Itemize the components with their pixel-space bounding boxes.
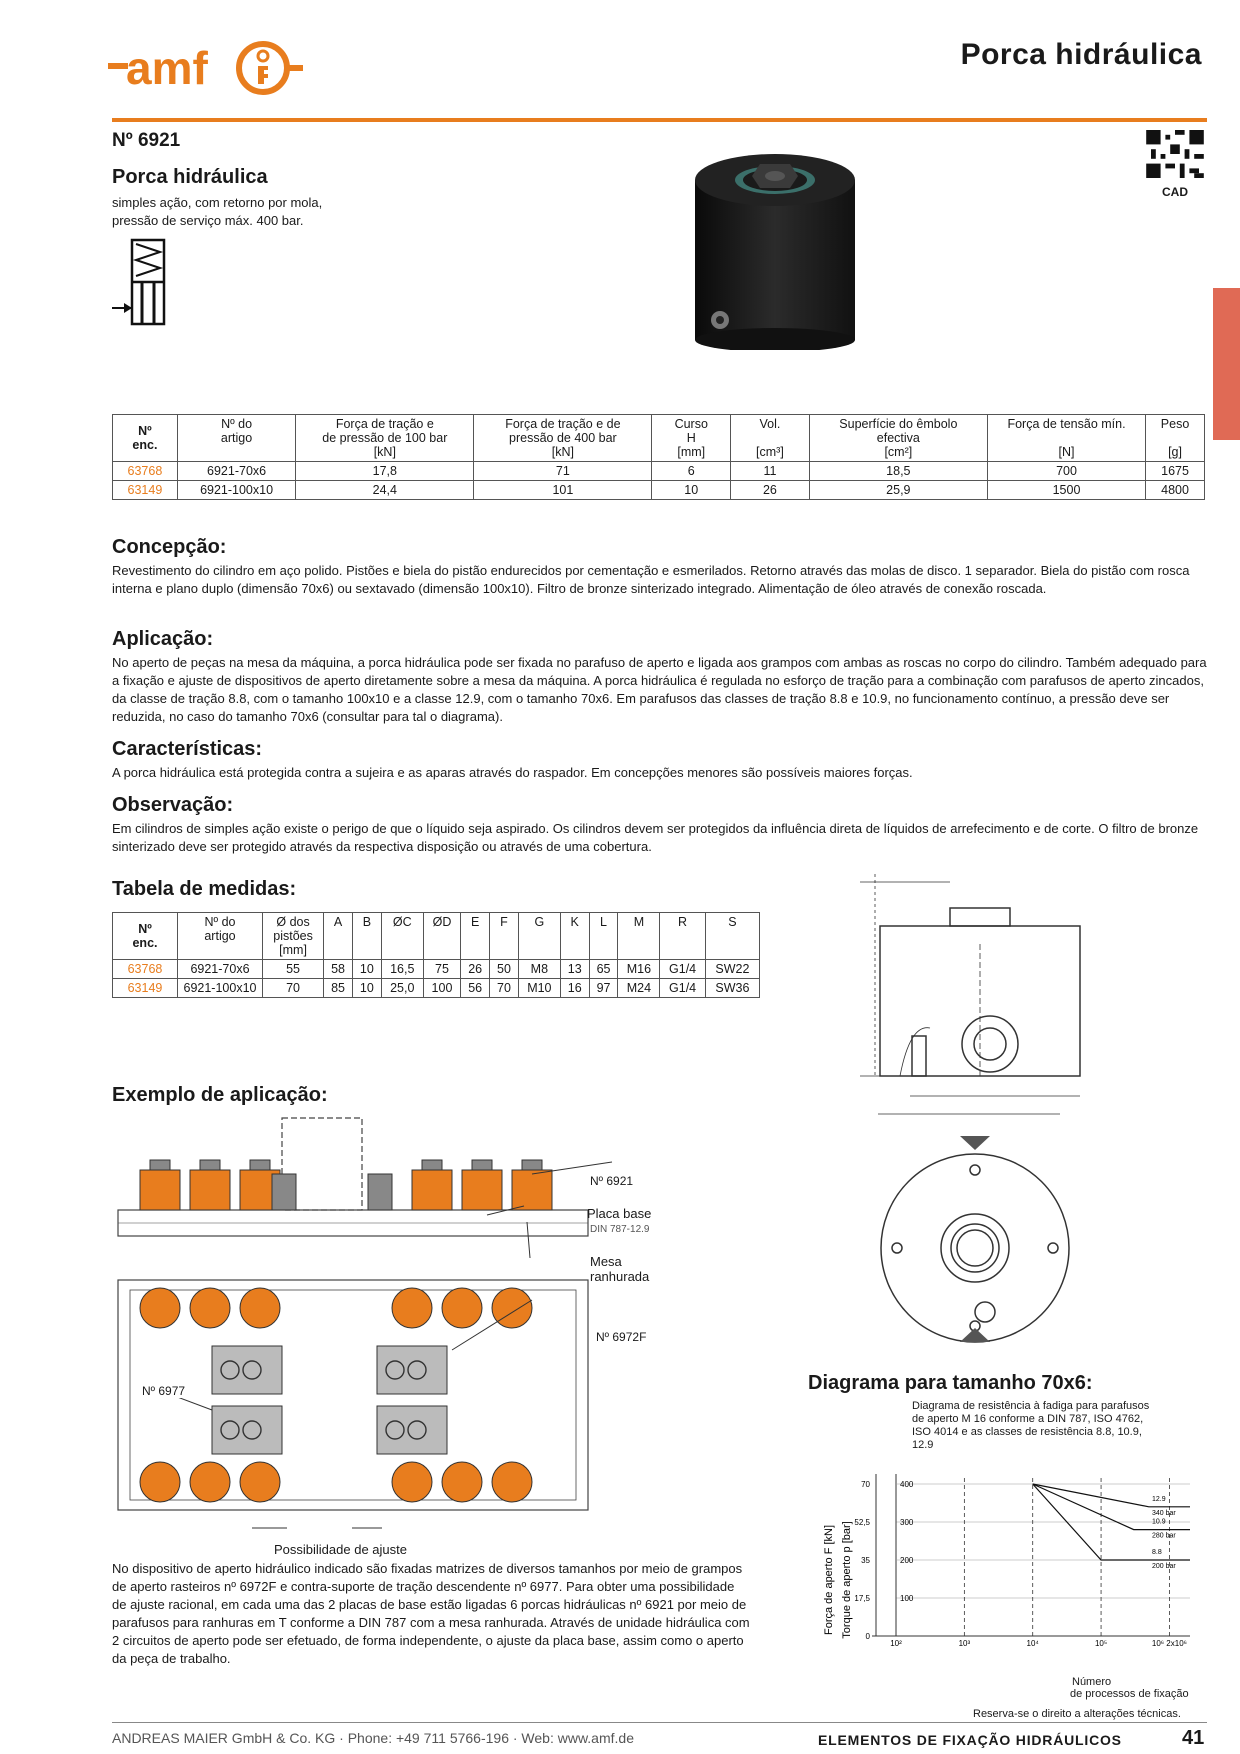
x-axis-sublabel: de processos de fixação <box>1070 1688 1189 1700</box>
dim-table-header: Nº enc. Nº do artigo Ø dos pistões [mm] A B ØC ØD E F G K L M R S <box>113 913 760 960</box>
curve-class-label: 8.8 <box>1152 1549 1162 1556</box>
y1-tick-label: 17,5 <box>854 1594 870 1603</box>
product-description: simples ação, com retorno por mola, pressão de serviço máx. 400 bar. <box>112 195 323 228</box>
footer-section: ELEMENTOS DE FIXAÇÃO HIDRÁULICOS <box>818 1732 1122 1748</box>
dimension-table <box>112 912 760 998</box>
disclaimer: Reserva-se o direito a alterações técnicas. <box>973 1708 1181 1720</box>
diagram-note: Diagrama de resistência à fadiga para parafusos de aperto M 16 conforme a DIN 787, ISO 4762, ISO 4014 e as classes de resistência 8.8, 10.9, 12.9 <box>912 1400 1150 1451</box>
main-table-header: Nº enc. Nº do artigo Força de tração e de pressão de 100 bar [kN] Força de tração e de pressão de 400 bar [kN] Curso H [mm] Vol. [cm³] Superfície do êmbolo efectiva [cm²] Força de tensão mín. [N] Peso [g] <box>113 415 1205 462</box>
hydraulic-symbol-icon <box>110 238 170 328</box>
curve-pressure-label: 200 bar <box>1152 1563 1176 1570</box>
observacao-text: Em cilindros de simples ação existe o perigo de que o líquido seja aspirado. Os cilindros devem ser protegidos da influência direta de líquidos de arrefecimento e de corte. O filtro de bronze sinterizado deve ser protegido através da respectiva disposição ou através de uma cobertura. <box>112 821 1199 854</box>
x-tick-label: 10³ <box>958 1639 971 1648</box>
x-tick-label: 10² <box>890 1639 902 1648</box>
product-photo <box>690 150 860 350</box>
concepcao-heading: Concepção: <box>112 536 227 558</box>
technical-drawing <box>830 864 1160 1344</box>
footer-company: ANDREAS MAIER GmbH & Co. KG · Phone: +49 711 5766-196 · Web: www.amf.de <box>112 1730 634 1746</box>
header-rule <box>112 118 1207 122</box>
caracteristicas-text: A porca hidráulica está protegida contra a sujeira e as aparas através do raspador. Em concepções menores são possíveis maiores forças. <box>112 765 913 780</box>
y2-axis-title: Torque de aperto p [bar] <box>841 1521 853 1639</box>
y1-tick-label: 35 <box>861 1556 870 1565</box>
example-text: No dispositivo de aperto hidráulico indicado são fixadas matrizes de diversos tamanhos por meio de grampos de aperto rasteiros nº 6972F e contra-suporte de tração descendente nº 6977. Para obter uma possibilidade de ajuste racional, em cada uma das 2 placas de base estão ligadas 6 porcas hidráulicas nº 6921 por meio de parafusos para ranhuras em T conforme a DIN 787 com a mesa ranhurada. Através de unidade hidráulica com 2 circuitos de aperto pode ser efetuado, de forma independente, o ajuste da placa base, assim como o aperto da peça de trabalho. <box>112 1561 750 1666</box>
label-6972f: Nº 6972F <box>596 1330 647 1344</box>
cad-label: CAD <box>1162 185 1188 199</box>
y1-tick-label: 0 <box>865 1632 870 1641</box>
logo <box>108 38 303 100</box>
x-axis-label: Número <box>1072 1676 1112 1688</box>
y1-tick-label: 52,5 <box>854 1518 870 1527</box>
label-6977: Nº 6977 <box>142 1384 186 1398</box>
product-name: Porca hidráulica <box>112 166 268 188</box>
aplicacao-text: No aperto de peças na mesa da máquina, a porca hidráulica pode ser fixada no parafuso de aperto e ligada aos grampos com ambas as roscas no corpo do cilindro. Também adequado para a fixação e ajuste de dispositivos de aperto diretamente sobre a mesa da máquina. A porca hidráulica é regulada no esforço de tração para a combinação com parafusos de aperto zincados, da classe de tração 8.8, com o tamanho 100x10 e a classe 12.9, com o tamanho 70x6. Em parafusos das classes de tração 8.8 e 10.9, no funcionamento contínuo, a pressão deve ser reduzida, no caso do tamanho 70x6 (consultar para tal o diagrama). <box>112 655 1207 724</box>
x-tick-label: 10⁴ <box>1026 1639 1039 1648</box>
svg-text:amf: amf <box>126 42 208 94</box>
footer-rule <box>112 1722 1207 1723</box>
curve-class-label: 12.9 <box>1152 1495 1166 1503</box>
label-mesa-ranhurada: Mesa ranhurada <box>590 1254 650 1284</box>
example-heading: Exemplo de aplicação: <box>112 1084 328 1106</box>
label-placa-base: Placa base <box>587 1206 652 1221</box>
cad-qr-code[interactable] <box>1145 130 1205 199</box>
table-row: 63768 6921-70x6 17,8 71 6 11 18,5 700 1675 <box>113 462 1205 481</box>
label-6921: Nº 6921 <box>590 1174 634 1188</box>
label-din: DIN 787-12.9 <box>590 1224 650 1235</box>
page-title: Porca hidráulica <box>960 38 1202 71</box>
y2-tick-label: 100 <box>900 1594 914 1603</box>
table-row: 63149 6921-100x10 70 85 10 25,0 100 56 70 M10 16 97 M24 G1/4 SW36 <box>113 979 760 998</box>
y1-axis-title: Força de aperto F [kN] <box>823 1524 835 1636</box>
y2-tick-label: 400 <box>900 1480 914 1489</box>
side-tab <box>1213 288 1240 440</box>
fatigue-chart <box>820 1448 1200 1668</box>
label-ajuste: Possibilidade de ajuste <box>274 1542 407 1557</box>
y1-tick-label: 70 <box>861 1480 870 1489</box>
curve-class-label: 10.9 <box>1152 1518 1166 1526</box>
y2-tick-label: 200 <box>900 1556 914 1565</box>
y2-tick-label: 300 <box>900 1518 914 1527</box>
observacao-heading: Observação: <box>112 794 234 816</box>
curve-pressure-label: 340 bar <box>1152 1509 1176 1517</box>
dim-table-heading: Tabela de medidas: <box>112 878 297 900</box>
page-number: 41 <box>1182 1727 1205 1749</box>
x-tick-label: 10⁶ 2x10⁶ <box>1151 1639 1187 1648</box>
curve-pressure-label: 280 bar <box>1152 1532 1176 1540</box>
diagram-heading: Diagrama para tamanho 70x6: <box>808 1372 1093 1394</box>
concepcao-text: Revestimento do cilindro em aço polido. Pistões e biela do pistão endurecidos por cementação e esmerilados. Retorno através das molas de disco. 1 separador. Biela do pistão com rosca interna e plano duplo (dimensão 70x6) ou sextavado (dimensão 100x10). Filtro de bronze sinterizado integrado. Alimentação de óleo através de conexão roscada. <box>112 563 1190 596</box>
table-row: 63149 6921-100x10 24,4 101 10 26 25,9 1500 4800 <box>113 481 1205 500</box>
caracteristicas-heading: Características: <box>112 738 263 760</box>
product-number: Nº 6921 <box>112 130 181 151</box>
aplicacao-heading: Aplicação: <box>112 628 214 650</box>
x-tick-label: 10⁵ <box>1094 1639 1108 1648</box>
application-drawing <box>112 1110 672 1557</box>
main-table <box>112 414 1205 500</box>
series-line-12-9 <box>1033 1484 1190 1507</box>
table-row: 63768 6921-70x6 55 58 10 16,5 75 26 50 M8 13 65 M16 G1/4 SW22 <box>113 960 760 979</box>
